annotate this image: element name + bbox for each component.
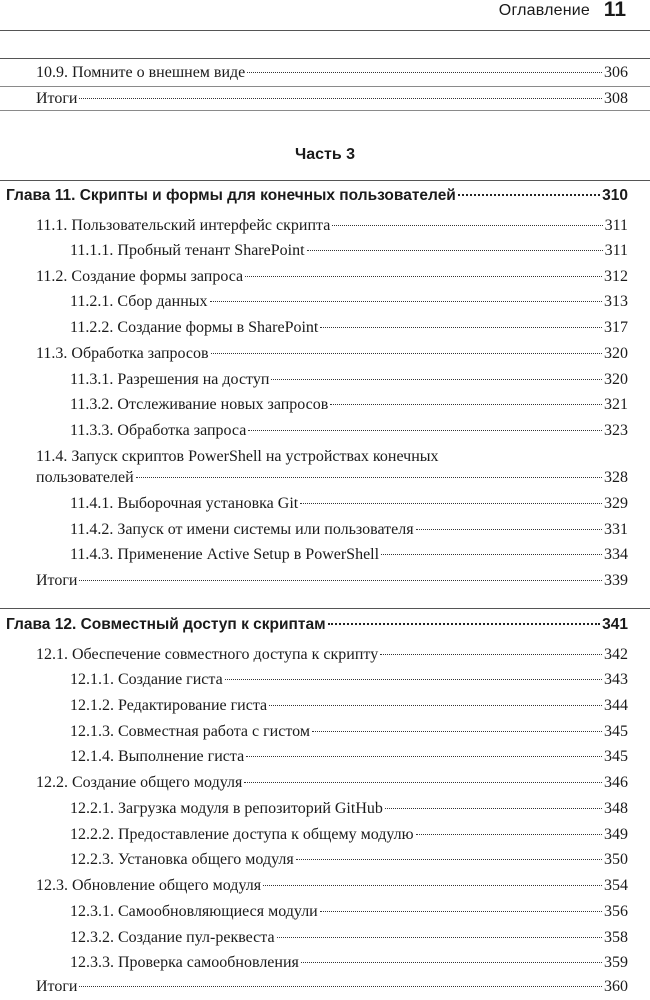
toc-entry[interactable] bbox=[70, 928, 628, 948]
toc-entry-page: 345 bbox=[604, 748, 628, 765]
toc-entry-page: 345 bbox=[604, 723, 628, 740]
dot-leader bbox=[225, 679, 602, 680]
chapter-rule bbox=[0, 180, 650, 181]
toc-entry[interactable] bbox=[36, 216, 628, 236]
dot-leader bbox=[246, 756, 602, 757]
toc-entry-page: 320 bbox=[604, 371, 628, 388]
toc-entry-page: 346 bbox=[604, 774, 628, 791]
dot-leader bbox=[380, 654, 602, 655]
toc-entry[interactable] bbox=[70, 545, 628, 565]
toc-entry[interactable] bbox=[36, 468, 628, 488]
header-page-number: 11 bbox=[603, 0, 626, 21]
toc-entry-title-line1[interactable]: 11.4. Запуск скриптов PowerShell на устройствах конечных bbox=[36, 448, 439, 465]
toc-entry-page: 329 bbox=[604, 495, 628, 512]
toc-entry[interactable] bbox=[70, 494, 628, 514]
toc-entry-title: 11.3.3. Обработка запроса bbox=[70, 422, 247, 439]
toc-entry-title: Итоги bbox=[36, 978, 78, 995]
header-rule bbox=[0, 30, 650, 31]
toc-rule bbox=[0, 86, 650, 87]
toc-entry[interactable] bbox=[70, 520, 628, 540]
dot-leader bbox=[247, 72, 602, 73]
toc-entry-title: 12.3.2. Создание пул-реквеста bbox=[70, 929, 275, 946]
toc-entry-page: 342 bbox=[604, 646, 628, 663]
toc-entry[interactable] bbox=[36, 876, 628, 896]
toc-rule bbox=[0, 110, 650, 111]
toc-entry[interactable] bbox=[36, 89, 628, 109]
toc-entry-title: 11.3.2. Отслеживание новых запросов bbox=[70, 396, 329, 413]
header-section-title: Оглавление bbox=[498, 2, 590, 19]
toc-entry-title: 12.1.1. Создание гиста bbox=[70, 671, 223, 688]
dot-leader bbox=[320, 911, 602, 912]
dot-leader bbox=[301, 962, 602, 963]
toc-entry-page: 356 bbox=[604, 903, 628, 920]
dot-leader bbox=[79, 580, 602, 581]
toc-entry-title: 12.2.1. Загрузка модуля в репозиторий GitHub bbox=[70, 800, 383, 817]
dot-leader bbox=[296, 859, 602, 860]
dot-leader bbox=[210, 301, 602, 302]
toc-entry-title: 12.3. Обновление общего модуля bbox=[36, 877, 262, 894]
part-title: Часть 3 bbox=[294, 146, 356, 163]
toc-entry-page: 320 bbox=[604, 345, 628, 362]
toc-entry-page: 354 bbox=[604, 877, 628, 894]
toc-entry-title: 11.4.1. Выборочная установка Git bbox=[70, 495, 299, 512]
toc-entry[interactable] bbox=[70, 370, 628, 390]
dot-leader bbox=[271, 379, 602, 380]
dot-leader bbox=[248, 430, 602, 431]
toc-entry[interactable] bbox=[36, 63, 628, 83]
running-header bbox=[0, 0, 650, 28]
dot-leader bbox=[328, 623, 601, 625]
toc-entry[interactable] bbox=[36, 977, 628, 997]
toc-entry-title: 12.3.1. Самообновляющиеся модули bbox=[70, 903, 318, 920]
chapter-page: 341 bbox=[602, 616, 628, 633]
toc-entry[interactable] bbox=[36, 267, 628, 287]
dot-leader bbox=[245, 276, 602, 277]
dot-leader bbox=[416, 834, 602, 835]
dot-leader bbox=[277, 937, 602, 938]
toc-entry-page: 343 bbox=[604, 671, 628, 688]
toc-entry[interactable] bbox=[70, 953, 628, 973]
toc-entry[interactable] bbox=[36, 773, 628, 793]
toc-entry-title: 11.4.2. Запуск от имени системы или пользователя bbox=[70, 521, 414, 538]
chapter-rule bbox=[0, 608, 650, 609]
toc-entry-page: 311 bbox=[604, 217, 628, 234]
toc-entry-page: 358 bbox=[604, 929, 628, 946]
toc-entry-title: 11.3.1. Разрешения на доступ bbox=[70, 371, 270, 388]
dot-leader bbox=[312, 731, 602, 732]
toc-entry[interactable] bbox=[70, 395, 628, 415]
toc-entry-title: 12.2.3. Установка общего модуля bbox=[70, 851, 294, 868]
dot-leader bbox=[385, 808, 602, 809]
chapter-12-heading[interactable] bbox=[6, 615, 628, 635]
toc-entry-title-line2: пользователей bbox=[36, 469, 134, 486]
toc-entry-title: 11.2. Создание формы запроса bbox=[36, 268, 244, 285]
toc-entry-page: 350 bbox=[604, 851, 628, 868]
toc-entry-title: 11.1. Пользовательский интерфейс скрипта bbox=[36, 217, 331, 234]
toc-entry[interactable] bbox=[70, 421, 628, 441]
dot-leader bbox=[332, 225, 602, 226]
toc-entry-page: 339 bbox=[604, 572, 628, 589]
dot-leader bbox=[211, 353, 602, 354]
toc-entry-page: 313 bbox=[604, 293, 628, 310]
toc-entry-page: 360 bbox=[604, 978, 628, 995]
toc-entry-page: 328 bbox=[604, 469, 628, 486]
chapter-title: Глава 11. Скрипты и формы для конечных пользователей bbox=[6, 187, 456, 204]
toc-entry-page: 359 bbox=[604, 954, 628, 971]
toc-entry-page: 349 bbox=[604, 826, 628, 843]
chapter-page: 310 bbox=[602, 187, 628, 204]
chapter-11-heading[interactable] bbox=[6, 186, 628, 206]
dot-leader bbox=[79, 986, 602, 987]
toc-entry-title: 12.1.4. Выполнение гиста bbox=[70, 748, 245, 765]
toc-entry[interactable] bbox=[36, 645, 628, 665]
toc-entry[interactable] bbox=[70, 799, 628, 819]
toc-entry[interactable] bbox=[70, 318, 628, 338]
chapter-title: Глава 12. Совместный доступ к скриптам bbox=[6, 616, 326, 633]
toc-entry[interactable] bbox=[70, 850, 628, 870]
toc-entry-page: 331 bbox=[604, 521, 628, 538]
toc-entry-page: 334 bbox=[604, 546, 628, 563]
toc-entry-page: 321 bbox=[604, 396, 628, 413]
toc-entry-title: Итоги bbox=[36, 572, 78, 589]
toc-entry-title: 10.9. Помните о внешнем виде bbox=[36, 64, 246, 81]
toc-entry[interactable] bbox=[70, 292, 628, 312]
toc-entry[interactable] bbox=[70, 902, 628, 922]
dot-leader bbox=[300, 503, 602, 504]
toc-entry-title: Итоги bbox=[36, 90, 78, 107]
toc-entry[interactable] bbox=[70, 696, 628, 716]
toc-entry-title: 12.2.2. Предоставление доступа к общему модулю bbox=[70, 826, 414, 843]
toc-entry-title: 12.1. Обеспечение совместного доступа к скрипту bbox=[36, 646, 379, 663]
toc-entry-title: 12.1.2. Редактирование гиста bbox=[70, 697, 268, 714]
dot-leader bbox=[263, 885, 602, 886]
toc-entry-title: 12.3.3. Проверка самообновления bbox=[70, 954, 299, 971]
toc-entry-page: 344 bbox=[604, 697, 628, 714]
toc-entry[interactable] bbox=[70, 825, 628, 845]
toc-entry-title: 11.2.2. Создание формы в SharePoint bbox=[70, 319, 319, 336]
toc-entry-page: 308 bbox=[604, 90, 628, 107]
toc-entry-page: 312 bbox=[604, 268, 628, 285]
toc-entry[interactable] bbox=[36, 344, 628, 364]
toc-entry-page: 311 bbox=[604, 242, 628, 259]
dot-leader bbox=[136, 477, 602, 478]
dot-leader bbox=[381, 554, 602, 555]
toc-rule bbox=[0, 58, 650, 59]
dot-leader bbox=[330, 404, 602, 405]
toc-entry-title: 11.2.1. Сбор данных bbox=[70, 293, 208, 310]
toc-entry-title: 11.4.3. Применение Active Setup в PowerShell bbox=[70, 546, 380, 563]
dot-leader bbox=[416, 529, 602, 530]
dot-leader bbox=[79, 98, 602, 99]
toc-entry-page: 323 bbox=[604, 422, 628, 439]
toc-entry-title: 11.3. Обработка запросов bbox=[36, 345, 209, 362]
toc-entry[interactable] bbox=[70, 747, 628, 767]
toc-entry[interactable] bbox=[36, 571, 628, 591]
toc-entry-page: 317 bbox=[604, 319, 628, 336]
toc-entry-page: 306 bbox=[604, 64, 628, 81]
dot-leader bbox=[307, 250, 603, 251]
dot-leader bbox=[269, 705, 602, 706]
toc-entry-title: 12.2. Создание общего модуля bbox=[36, 774, 243, 791]
toc-entry-page: 348 bbox=[604, 800, 628, 817]
toc-entry[interactable] bbox=[70, 241, 628, 261]
dot-leader bbox=[458, 194, 600, 196]
dot-leader bbox=[244, 782, 602, 783]
toc-entry[interactable] bbox=[70, 670, 628, 690]
toc-entry-title: 11.1.1. Пробный тенант SharePoint bbox=[70, 242, 305, 259]
toc-entry-title: 12.1.3. Совместная работа с гистом bbox=[70, 723, 310, 740]
toc-entry[interactable] bbox=[70, 722, 628, 742]
dot-leader bbox=[320, 327, 602, 328]
